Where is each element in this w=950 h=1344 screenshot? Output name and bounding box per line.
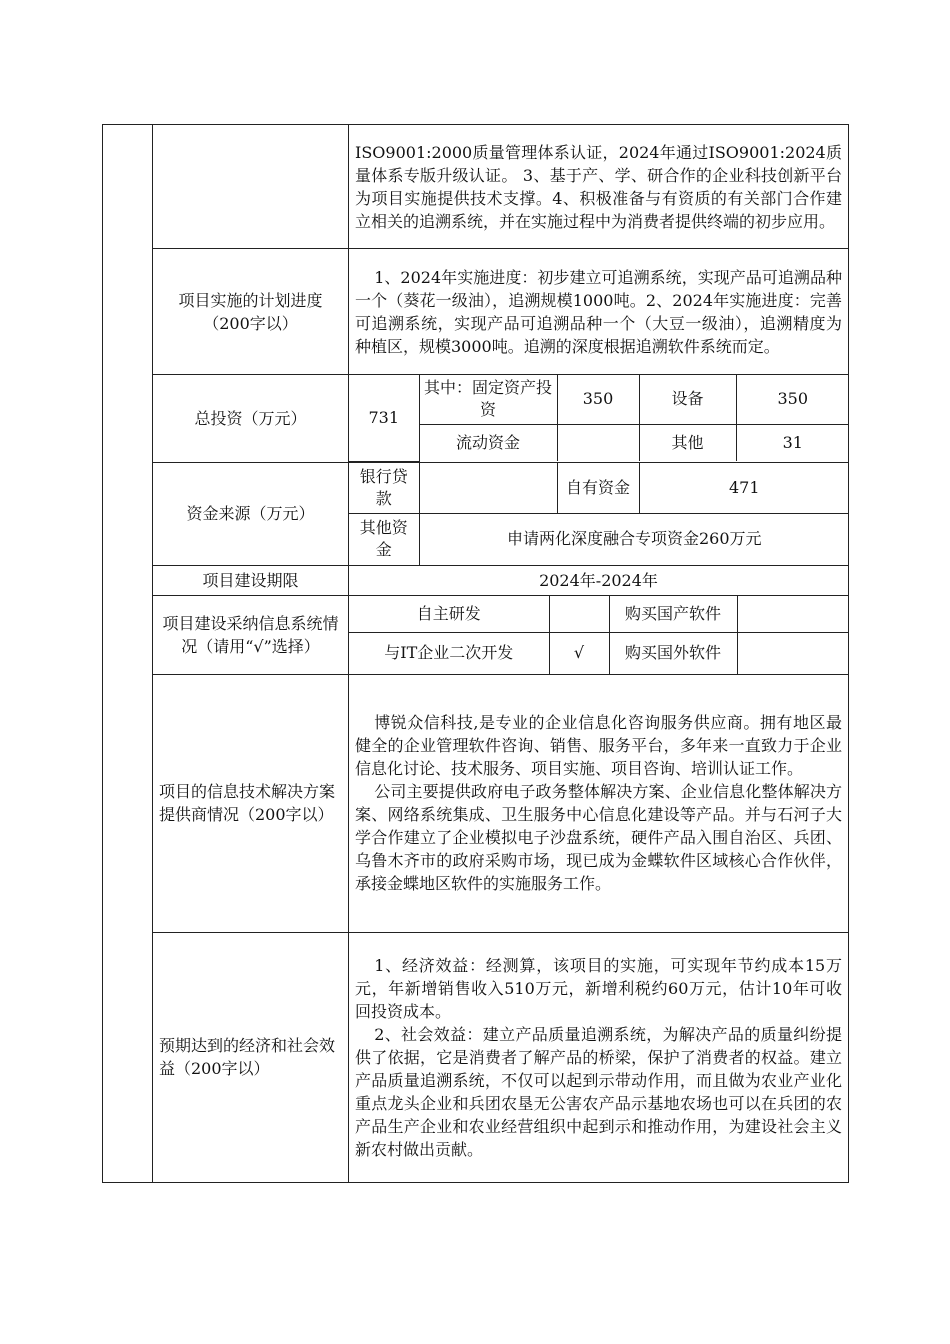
funding-label: 资金来源（万元） [153,462,349,565]
cert-text-cell [349,125,849,249]
working-capital-label: 流动资金 [419,424,557,461]
other-cost-value: 31 [736,424,849,461]
schedule-text-cell [349,249,849,375]
provider-para-1: 博锐众信科技,是专业的企业信息化咨询服务供应商。拥有地区最健全的企业管理软件咨询、销售、服务平台，多年来一直致力于企业信息化讨论、技术服务、项目实施、项目咨询、培训认证工作。 [355,713,842,778]
bank-loan-value [419,463,557,514]
funding-grid-cell [349,462,849,565]
left-margin-column [103,125,153,1183]
working-capital-value [557,424,639,461]
system-grid-cell [349,595,849,674]
fixed-asset-label: 其中：固定资产投资 [419,375,557,424]
cert-text: ISO9001:2000质量管理体系认证，2024年通过ISO9001:2024质量体系专版升级认证。 3、基于产、学、研合作的企业科技创新平台为项目实施提供技术支撑。4、积极准备与有资质的有关部门合作建立相关的追溯系统，并在实施过程中为消费者提供终端的初步应用。 [355,142,842,231]
bank-loan-label: 银行贷款 [349,463,419,514]
provider-para-2: 公司主要提供政府电子政务整体解决方案、企业信息化整体解决方案、网络系统集成、卫生服务中心信息化建设等产品。并与石河子大学合作建立了企业模拟电子沙盘系统，硬件产品入围自治区、兵团、乌鲁木齐市的政府采购市场，现已成为金蝶软件区域核心合作伙伴，承接金蝶地区软件的实施服务工作。 [355,782,842,893]
row-benefit [103,932,849,1182]
cert-label-cell [153,125,349,249]
option-domestic-software: 购买国产软件 [609,596,737,633]
funding-grid [349,463,849,565]
check-it-co-development[interactable]: √ [549,633,609,674]
row-provider [103,674,849,932]
provider-text-cell [349,674,849,932]
equipment-label: 设备 [639,375,736,424]
own-funds-label: 自有资金 [557,463,639,514]
investment-grid [349,375,849,462]
check-self-developed[interactable] [549,596,609,633]
system-label: 项目建设采纳信息系统情况（请用“√”选择） [153,595,349,674]
investment-grid-cell [349,375,849,463]
row-funding [103,462,849,565]
check-domestic-software[interactable] [737,596,849,633]
other-cost-label: 其他 [639,424,736,461]
benefit-para-1: 1、经济效益：经测算，该项目的实施，可实现年节约成本15万元，年新增销售收入510万元，新增利税约60万元，估计10年可收回投资成本。 [355,955,842,1021]
equipment-value: 350 [736,375,849,424]
own-funds-value: 471 [639,463,849,514]
application-form-table [102,124,849,1183]
system-grid [349,596,849,674]
period-value: 2024年-2024年 [349,565,849,595]
other-funds-value: 申请两化深度融合专项资金260万元 [419,514,849,565]
provider-label: 项目的信息技术解决方案提供商情况（200字以） [153,674,349,932]
period-label: 项目建设期限 [153,565,349,595]
row-investment [103,375,849,463]
row-system [103,595,849,674]
row-period [103,565,849,595]
schedule-text: 1、2024年实施进度：初步建立可追溯系统，实现产品可追溯品种一个（葵花一级油），追溯规模1000吨。2、2024年实施进度：完善可追溯系统，实现产品可追溯品种一个（大豆一级油），追溯精度为种植区，规模3000吨。追溯的深度根据追溯软件系统而定。 [355,267,842,356]
investment-total: 731 [349,375,419,461]
fixed-asset-value: 350 [557,375,639,424]
check-foreign-software[interactable] [737,633,849,674]
option-self-developed: 自主研发 [349,596,549,633]
option-it-co-development: 与IT企业二次开发 [349,633,549,674]
row-certification [103,125,849,249]
investment-label: 总投资（万元） [153,375,349,463]
benefit-label: 预期达到的经济和社会效益（200字以） [153,932,349,1182]
option-foreign-software: 购买国外软件 [609,633,737,674]
row-schedule [103,249,849,375]
other-funds-label: 其他资金 [349,514,419,565]
benefit-text-cell [349,932,849,1182]
schedule-label: 项目实施的计划进度（200字以） [153,249,349,375]
benefit-para-2: 2、社会效益：建立产品质量追溯系统，为解决产品的质量纠纷提供了依据，它是消费者了解产品的桥梁，保护了消费者的权益。建立产品质量追溯系统，不仅可以起到示带动作用，而且做为农业产业化重点龙头企业和兵团农垦无公害农产品示基地农场也可以在兵团的农产品生产企业和农业经营组织中起到示和推动作用，为建设社会主义新农村做出贡献。 [355,1024,842,1159]
